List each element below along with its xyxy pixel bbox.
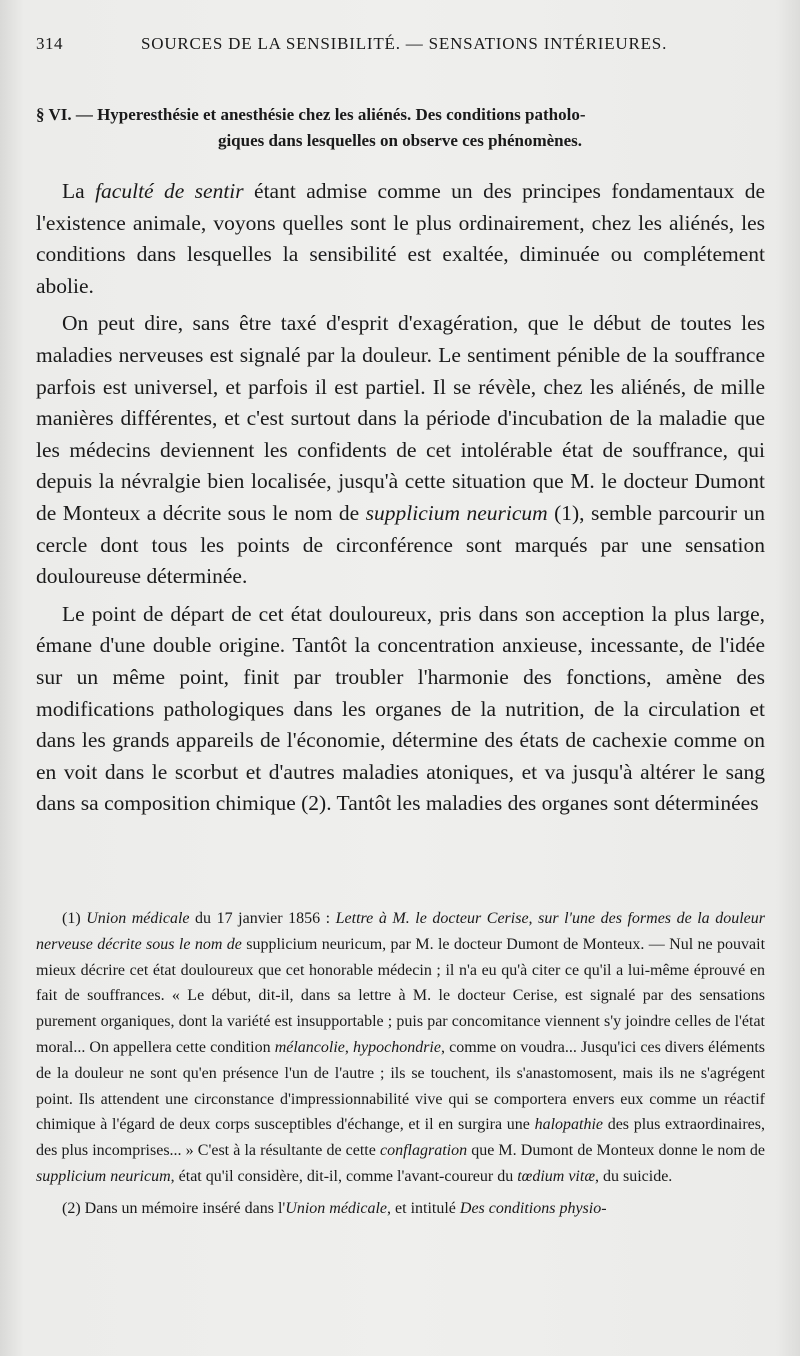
italic-run: Union médicale bbox=[86, 910, 190, 927]
section-heading-line-2: giques dans lesquelles on observe ces phénomènes. bbox=[217, 131, 583, 150]
italic-run: halopathie bbox=[534, 1116, 604, 1134]
text-run: (1), semble parcourir un cercle dont tous les points de circonférence sont marqués par une sensation douloureuse déterminée. bbox=[36, 500, 765, 589]
italic-run: supplicium neuricum bbox=[36, 1167, 171, 1185]
italic-run: tœdium vitæ bbox=[517, 1167, 595, 1185]
text-run: que M. Dumont de Monteux donne le nom de bbox=[467, 1142, 766, 1160]
section-heading bbox=[36, 102, 764, 154]
italic-run: hypochondrie bbox=[353, 1038, 441, 1056]
text-run: (2) Dans un mémoire inséré dans l' bbox=[62, 1199, 286, 1217]
running-head bbox=[36, 34, 764, 58]
text-run: , bbox=[344, 1038, 353, 1056]
text-run: La bbox=[62, 179, 96, 203]
footnote-marker: (1) bbox=[62, 910, 87, 927]
text-run: supplicium neuricum, par M. le docteur Dumont de Monteux. — Nul ne pouvait mieux décrire cet état douloureux que cet honorable médecin ; il n'a eu qu'à citer ce qu'il a lui-même éprouvé en fait de souffrances. « Le début, dit-il, dans sa lettre à M. le docteur Cerise, est signalé par des sensations purement organiques, dont la variété est insupportable ; puis par concomitance viennent s'y joindre celles de l'état moral... On appellera cette condition bbox=[36, 935, 766, 1056]
italic-run: Lettre à M. le docteur Cerise, sur l'une des formes de la douleur nerveuse décrite sous le nom de bbox=[36, 910, 765, 953]
text-run: , comme on voudra... Jusqu'ici ces divers éléments de la douleur ne sont qu'en présence l'un de l'autre ; ils se touchent, ils s'anastomosent, mais ils ne s'agrégent point. Ils attendent une circonstance d'impressionnabilité vive qui se comportera envers eux comme un réactif chimique à l'égard de deux corps susceptibles d'échange, et il en surgira une bbox=[36, 1038, 765, 1134]
section-heading-line-1: § VI. — Hyperesthésie et anesthésie chez les aliénés. Des conditions patholo- bbox=[36, 105, 586, 124]
paragraph-2 bbox=[36, 308, 765, 592]
body-text bbox=[36, 176, 765, 820]
running-title: SOURCES DE LA SENSIBILITÉ. — SENSATIONS INTÉRIEURES. bbox=[141, 34, 668, 53]
footnote-1 bbox=[36, 906, 765, 1190]
italic-run: faculté de sentir bbox=[95, 179, 244, 203]
text-run: On peut dire, sans être taxé d'esprit d'exagération, que le début de toutes les maladies nerveuses est signalé par la douleur. Le sentiment pénible de la souffrance parfois est universel, et parfois il est partiel. Il se révèle, chez les aliénés, de mille manières différentes, et c'est surtout dans la période d'incubation de la maladie que les médecins deviennent les confidents de cet intolérable état de souffrance, qui depuis la névralgie bien localisée, jusqu'à cette situation que M. le docteur Dumont de Monteux a décrite sous le nom de bbox=[36, 311, 765, 525]
italic-run: supplicium neuricum bbox=[365, 500, 548, 525]
text-run: du 17 janvier 1856 : bbox=[189, 910, 336, 927]
text-run: , état qu'il considère, dit-il, comme l'avant-coureur du bbox=[170, 1167, 518, 1185]
text-run: , et intitulé bbox=[387, 1199, 460, 1217]
italic-run: Union médicale bbox=[285, 1199, 388, 1217]
text-run: , du suicide. bbox=[594, 1167, 673, 1185]
footnotes bbox=[36, 906, 765, 1222]
paragraph-1 bbox=[36, 176, 765, 302]
paragraph-3: Le point de départ de cet état douloureux, pris dans son acception la plus large, émane d'une double origine. Tantôt la concentration anxieuse, incessante, de l'idée sur un même point, finit par troubler l'harmonie des fonctions, amène des modifications pathologiques dans les organes de la nutrition, de la circulation et dans les grands appareils de l'économie, détermine des états de cachexie comme on en voit dans le scorbut et d'autres maladies atoniques, et va jusqu'à altérer le sang dans sa composition chimique (2). Tantôt les maladies des organes sont déterminées bbox=[36, 601, 765, 816]
italic-run: Des conditions physio- bbox=[459, 1199, 607, 1217]
footnote-2 bbox=[36, 1196, 765, 1222]
italic-run: conflagration bbox=[379, 1142, 468, 1160]
text-run: étant admise comme un des principes fondamentaux de l'existence animale, voyons quelles sont le plus ordinairement, chez les aliénés, les conditions dans lesquelles la sensibilité est exaltée, diminuée ou complétement abolie. bbox=[36, 179, 765, 298]
italic-run: mélancolie bbox=[274, 1038, 345, 1056]
page-number: 314 bbox=[36, 34, 63, 53]
text-run: des plus extraordinaires, des plus incomprises... » C'est à la résultante de cette bbox=[36, 1116, 766, 1160]
